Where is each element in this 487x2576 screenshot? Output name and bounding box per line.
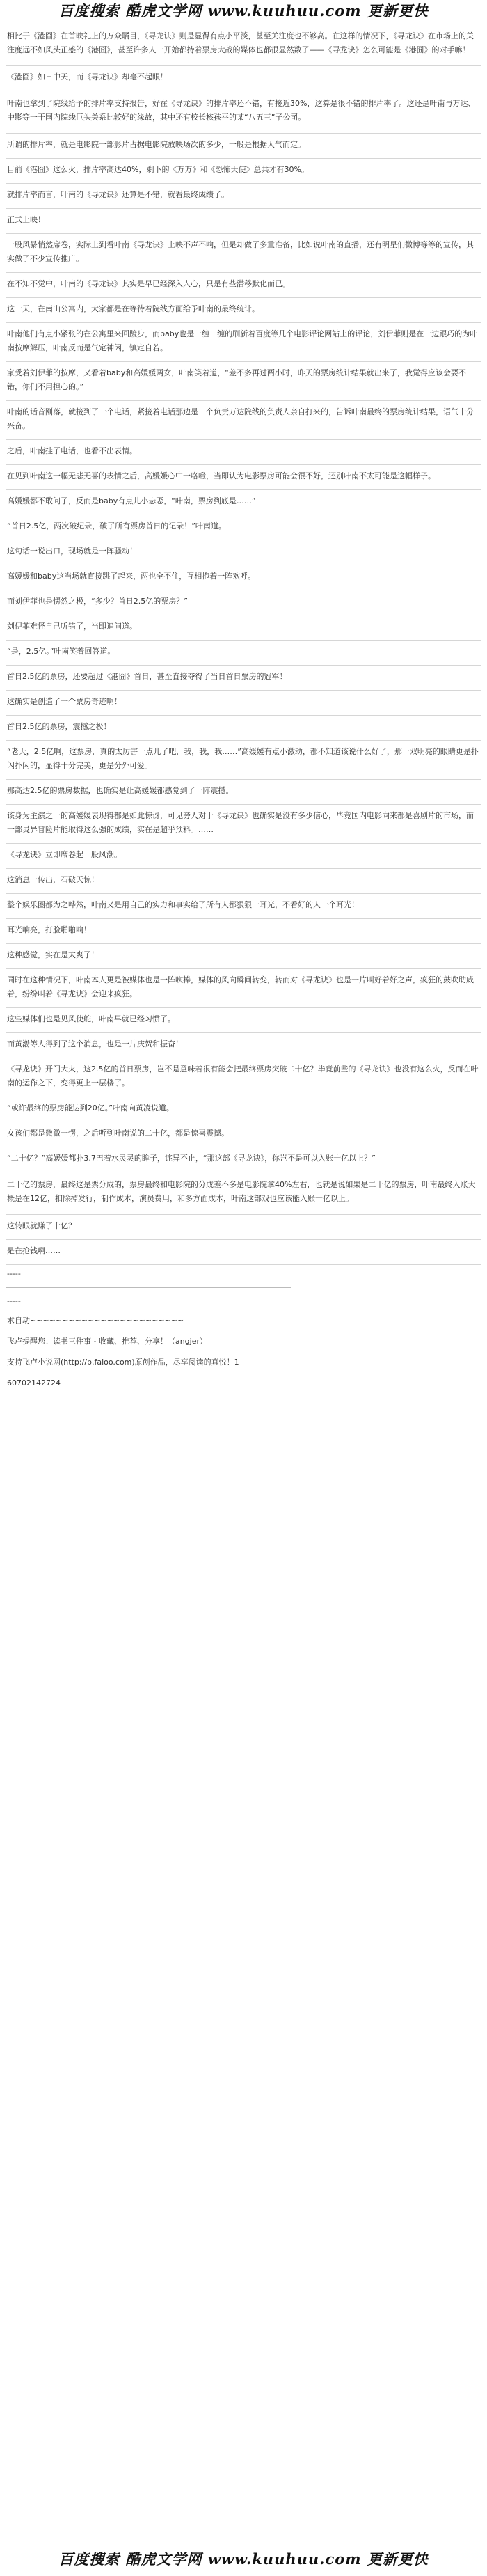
separator-line <box>6 1287 291 1288</box>
separator-dashes-2: ----- <box>7 1296 21 1305</box>
paragraph: 高媛媛和baby这当场就直接跳了起来，两也全不住，互相抱着一阵欢呼。 <box>6 565 481 590</box>
paragraph: 这消息一传出，石破天惊！ <box>6 869 481 894</box>
paragraph: 这转眼就赚了十亿？ <box>6 1215 481 1240</box>
paragraph: 这句话一说出口，现场就是一阵骚动！ <box>6 540 481 565</box>
paragraph: 这一天，在南山公寓内，大家都是在等待着院线方面给予叶南的最终统计。 <box>6 298 481 323</box>
paragraph: “老天，2.5亿啊，这票房，真的太厉害一点儿了吧，我，我，我……”高媛媛有点小激动，都不知道该说什么好了，那一双明亮的眼睛更是扑闪扑闪的，显得十分完美，更是分外可爱。 <box>6 741 481 780</box>
footer-tip: 飞卢提醒您：读书三件事 - 收藏、推荐、分享！（angjer） <box>7 1337 208 1346</box>
paragraph: 叶南他们有点小紧张的在公寓里来回踱步，而baby也是一缠一缠的刷新着百度等几个电影评论网站上的评论，刘伊菲则是在一边跟巧的为叶南按摩解压，叶南反而是气定神闲，镇定自若。 <box>6 323 481 362</box>
paragraph: 刘伊菲难怪自己听错了，当即追问道。 <box>6 615 481 641</box>
paragraph-list <box>6 24 481 1265</box>
paragraph: 女孩们都是微微一愣，之后听到叶南说的二十亿，都是惊喜震撼。 <box>6 1122 481 1147</box>
paragraph: 就排片率而言，叶南的《寻龙诀》还算是不错，就看最终成绩了。 <box>6 184 481 209</box>
paragraph: 首日2.5亿的票房，震撼之极！ <box>6 716 481 741</box>
paragraph: 在不知不觉中，叶南的《寻龙诀》其实是早已经深入人心，只是有些潜移默化而已。 <box>6 273 481 298</box>
paragraph: 耳光响亮，打脸啪啪响！ <box>6 919 481 944</box>
paragraph: 这种感觉，实在是太爽了！ <box>6 944 481 969</box>
paragraph: 整个娱乐圈都为之哗然，叶南又是用自己的实力和事实给了所有人都狠狠一耳光，不看好的人一个耳光！ <box>6 894 481 919</box>
paragraph: 《港囧》如日中天，而《寻龙诀》却毫不起眼！ <box>6 66 481 91</box>
paragraph: 叶南的话音刚落，就接到了一个电话，紧接着电话那边是一个负责万达院线的负责人亲自打来的，告诉叶南最终的票房统计结果，语气十分兴奋。 <box>6 401 481 440</box>
paragraph: “首日2.5亿，两次破纪录，破了所有票房首日的记录！”叶南道。 <box>6 515 481 540</box>
paragraph: 叶南也拿到了院线给予的排片率支持报告，好在《寻龙诀》的排片率还不错，有接近30%，这算是很不错的排片率了。这还是叶南与万达、中影等一干国内院线巨头关系比较好的缘故，其中还有校长核孩平的某“八五三”子公司。 <box>6 91 481 134</box>
paragraph: 二十亿的票房，最终这是票分成的，票房最终和电影院的分成差不多是电影院拿40%左右，也就是说如果是二十亿的票房，叶南最终入账大概是在12亿，扣除掉发行，制作成本，演员费用，和多方面成本，叶南这部戏也应该能入账十亿以上。 <box>6 1172 481 1215</box>
paragraph: “二十亿？”高媛媛都扑3.7巴着水灵灵的眸子，诧异不止，“那这部《寻龙诀》，你岂不是可以入账十亿以上？” <box>6 1147 481 1172</box>
footer-support[interactable]: 支持飞卢小说网(http://b.faloo.com)原创作品，尽享阅读的真悦！1 <box>7 1358 239 1367</box>
paragraph: 同时在这种情况下，叶南本人更是被媒体也是一阵吹捧，媒体的风向瞬间转变，转而对《寻龙诀》也是一片叫好着好之声，疯狂的鼓吹助威着，纷纷叫着《寻龙诀》会迎来疯狂。 <box>6 969 481 1008</box>
paragraph: 一股风暴悄然席卷，实际上到看叶南《寻龙诀》上映不声不响，但是却做了多重准备，比如说叶南的直播，还有明星们微博等等的宣传，其实做了不少宣传推广。 <box>6 234 481 273</box>
chapter-content <box>6 24 481 1394</box>
footer-code: 60702142724 <box>7 1379 61 1388</box>
paragraph: 高媛媛都不敢问了，反而是baby有点儿小忐忑，“叶南，票房到底是……” <box>6 490 481 515</box>
paragraph: “是，2.5亿。”叶南笑着回答道。 <box>6 641 481 666</box>
paragraph: 《寻龙诀》开门大火，这2.5亿的首日票房，岂不是意味着很有能会把最终票房突破二十亿？毕竟前些的《寻龙诀》也没有这么火，反而在叶南的运作之下，变得更上一层楼了。 <box>6 1058 481 1097</box>
separator-dashes: ----- <box>7 1269 21 1278</box>
paragraph: 是在抢钱啊…… <box>6 1240 481 1265</box>
paragraph: 那高达2.5亿的票房数据，也确实是让高媛媛都感觉到了一阵震撼。 <box>6 780 481 805</box>
paragraph: 而刘伊菲也是愣然之极，“多少？首日2.5亿的票房？” <box>6 590 481 615</box>
paragraph: 该身为主演之一的高媛媛表现得都是如此惊讶，可见旁人对于《寻龙诀》也确实是没有多少信心，毕竟国内电影向来都是喜剧片的市场，而一部灵异冒险片能取得这么强的成绩，实在是超乎预料。…… <box>6 805 481 844</box>
paragraph: 相比于《港囧》在首映礼上的万众瞩目，《寻龙诀》则是显得有点小平淡，甚至关注度也不够高。在这样的情况下，《寻龙诀》在市场上的关注度远不如风头正盛的《港囧》，甚至许多人一开始都持着票房大战的媒体也都很显然数了——《寻龙诀》怎么可能是《港囧》的对手嘛！ <box>6 24 481 66</box>
site-banner-top: 百度搜索 酷虎文学网 www.kuuhuu.com 更新更快 <box>58 2 429 19</box>
footer-ask: 求自动~~~~~~~~~~~~~~~~~~~~~~~~ <box>7 1316 184 1325</box>
paragraph: 这些媒体们也是见风使舵，叶南早就已经习惯了。 <box>6 1008 481 1033</box>
paragraph: 《寻龙诀》立即席卷起一股风潮。 <box>6 844 481 869</box>
paragraph: 这确实是创造了一个票房奇迹啊！ <box>6 691 481 716</box>
paragraph: “或许最终的票房能达到20亿。”叶南向黄凌说道。 <box>6 1097 481 1122</box>
paragraph: 正式上映！ <box>6 209 481 234</box>
paragraph: 所谓的排片率，就是电影院一部影片占据电影院放映场次的多少，一般是根据人气而定。 <box>6 134 481 159</box>
paragraph: 在见到叶南这一幅无悲无喜的表情之后，高媛媛心中一咯噔，当即认为电影票房可能会很不好，还别叶南不太可能是这幅样子。 <box>6 465 481 490</box>
paragraph: 目前《港囧》这么火，排片率高达40%，剩下的《万万》和《恐怖天使》总共才有30%。 <box>6 159 481 184</box>
paragraph: 家受着刘伊菲的按摩，又看着baby和高媛媛两女，叶南笑着道，“差不多再过两小时，昨天的票房统计结果就出来了，我觉得应该会要不错，你们不用担心的。” <box>6 362 481 401</box>
site-banner-bottom: 百度搜索 酷虎文学网 www.kuuhuu.com 更新更快 <box>58 2550 429 2568</box>
paragraph: 之后，叶南挂了电话，也看不出表情。 <box>6 440 481 465</box>
paragraph: 而黄渤等人得到了这个消息，也是一片庆贺和振奋！ <box>6 1033 481 1058</box>
paragraph: 首日2.5亿的票房，还要超过《港囧》首日，甚至直接夺得了当日首日票房的冠军！ <box>6 666 481 691</box>
